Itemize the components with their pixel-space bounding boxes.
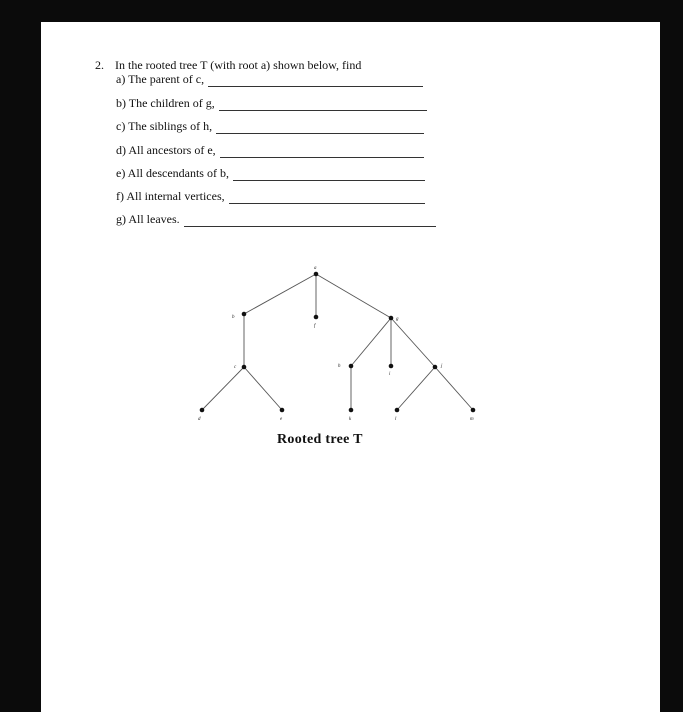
vertex-d	[200, 408, 205, 413]
tree-edges	[202, 274, 473, 410]
vertex-label-f: f	[314, 324, 316, 329]
vertex-c	[242, 365, 247, 370]
vertex-label-l: l	[395, 417, 397, 422]
question-number: 2.	[95, 58, 104, 72]
vertex-label-j: j	[441, 364, 443, 369]
tree-vertices	[200, 272, 476, 413]
vertex-label-g: g	[396, 317, 399, 322]
answer-label-f: f) All internal vertices,	[116, 189, 225, 203]
edge-c-e	[244, 367, 282, 410]
answer-label-b: b) The children of g,	[116, 96, 215, 110]
vertex-f	[314, 315, 319, 320]
answer-label-c: c) The siblings of h,	[116, 119, 213, 133]
vertex-label-e: e	[280, 417, 283, 422]
edge-g-j	[391, 318, 435, 367]
edge-j-m	[435, 367, 473, 410]
vertex-b	[242, 312, 247, 317]
edge-a-g	[316, 274, 391, 318]
vertex-label-d: d	[198, 417, 201, 422]
edge-a-b	[244, 274, 316, 314]
vertex-l	[395, 408, 400, 413]
vertex-g	[389, 316, 394, 321]
vertex-label-a: a	[314, 266, 317, 271]
vertex-h	[349, 364, 354, 369]
vertex-i	[389, 364, 394, 369]
vertex-a	[314, 272, 319, 277]
vertex-label-i: i	[389, 372, 391, 377]
vertex-label-m: m	[470, 417, 474, 422]
vertex-label-b: b	[232, 315, 235, 320]
vertex-label-h: h	[338, 364, 341, 369]
question-text: In the rooted tree T (with root a) shown below, find	[115, 58, 362, 72]
edge-g-h	[351, 318, 391, 366]
vertex-e	[280, 408, 285, 413]
vertex-label-c: c	[234, 365, 237, 370]
answer-label-g: g) All leaves.	[116, 212, 180, 226]
answer-label-d: d) All ancestors of e,	[116, 143, 216, 157]
vertex-j	[433, 365, 438, 370]
rooted-tree-diagram	[41, 22, 660, 442]
answer-label-a: a) The parent of c,	[116, 72, 205, 86]
vertex-label-k: k	[349, 417, 352, 422]
edge-j-l	[397, 367, 435, 410]
vertex-m	[471, 408, 476, 413]
worksheet-page	[41, 22, 660, 712]
answer-label-e: e) All descendants of b,	[116, 166, 229, 180]
edge-c-d	[202, 367, 244, 410]
tree-vertex-labels	[198, 266, 474, 422]
tree-caption: Rooted tree T	[277, 432, 363, 447]
vertex-k	[349, 408, 354, 413]
